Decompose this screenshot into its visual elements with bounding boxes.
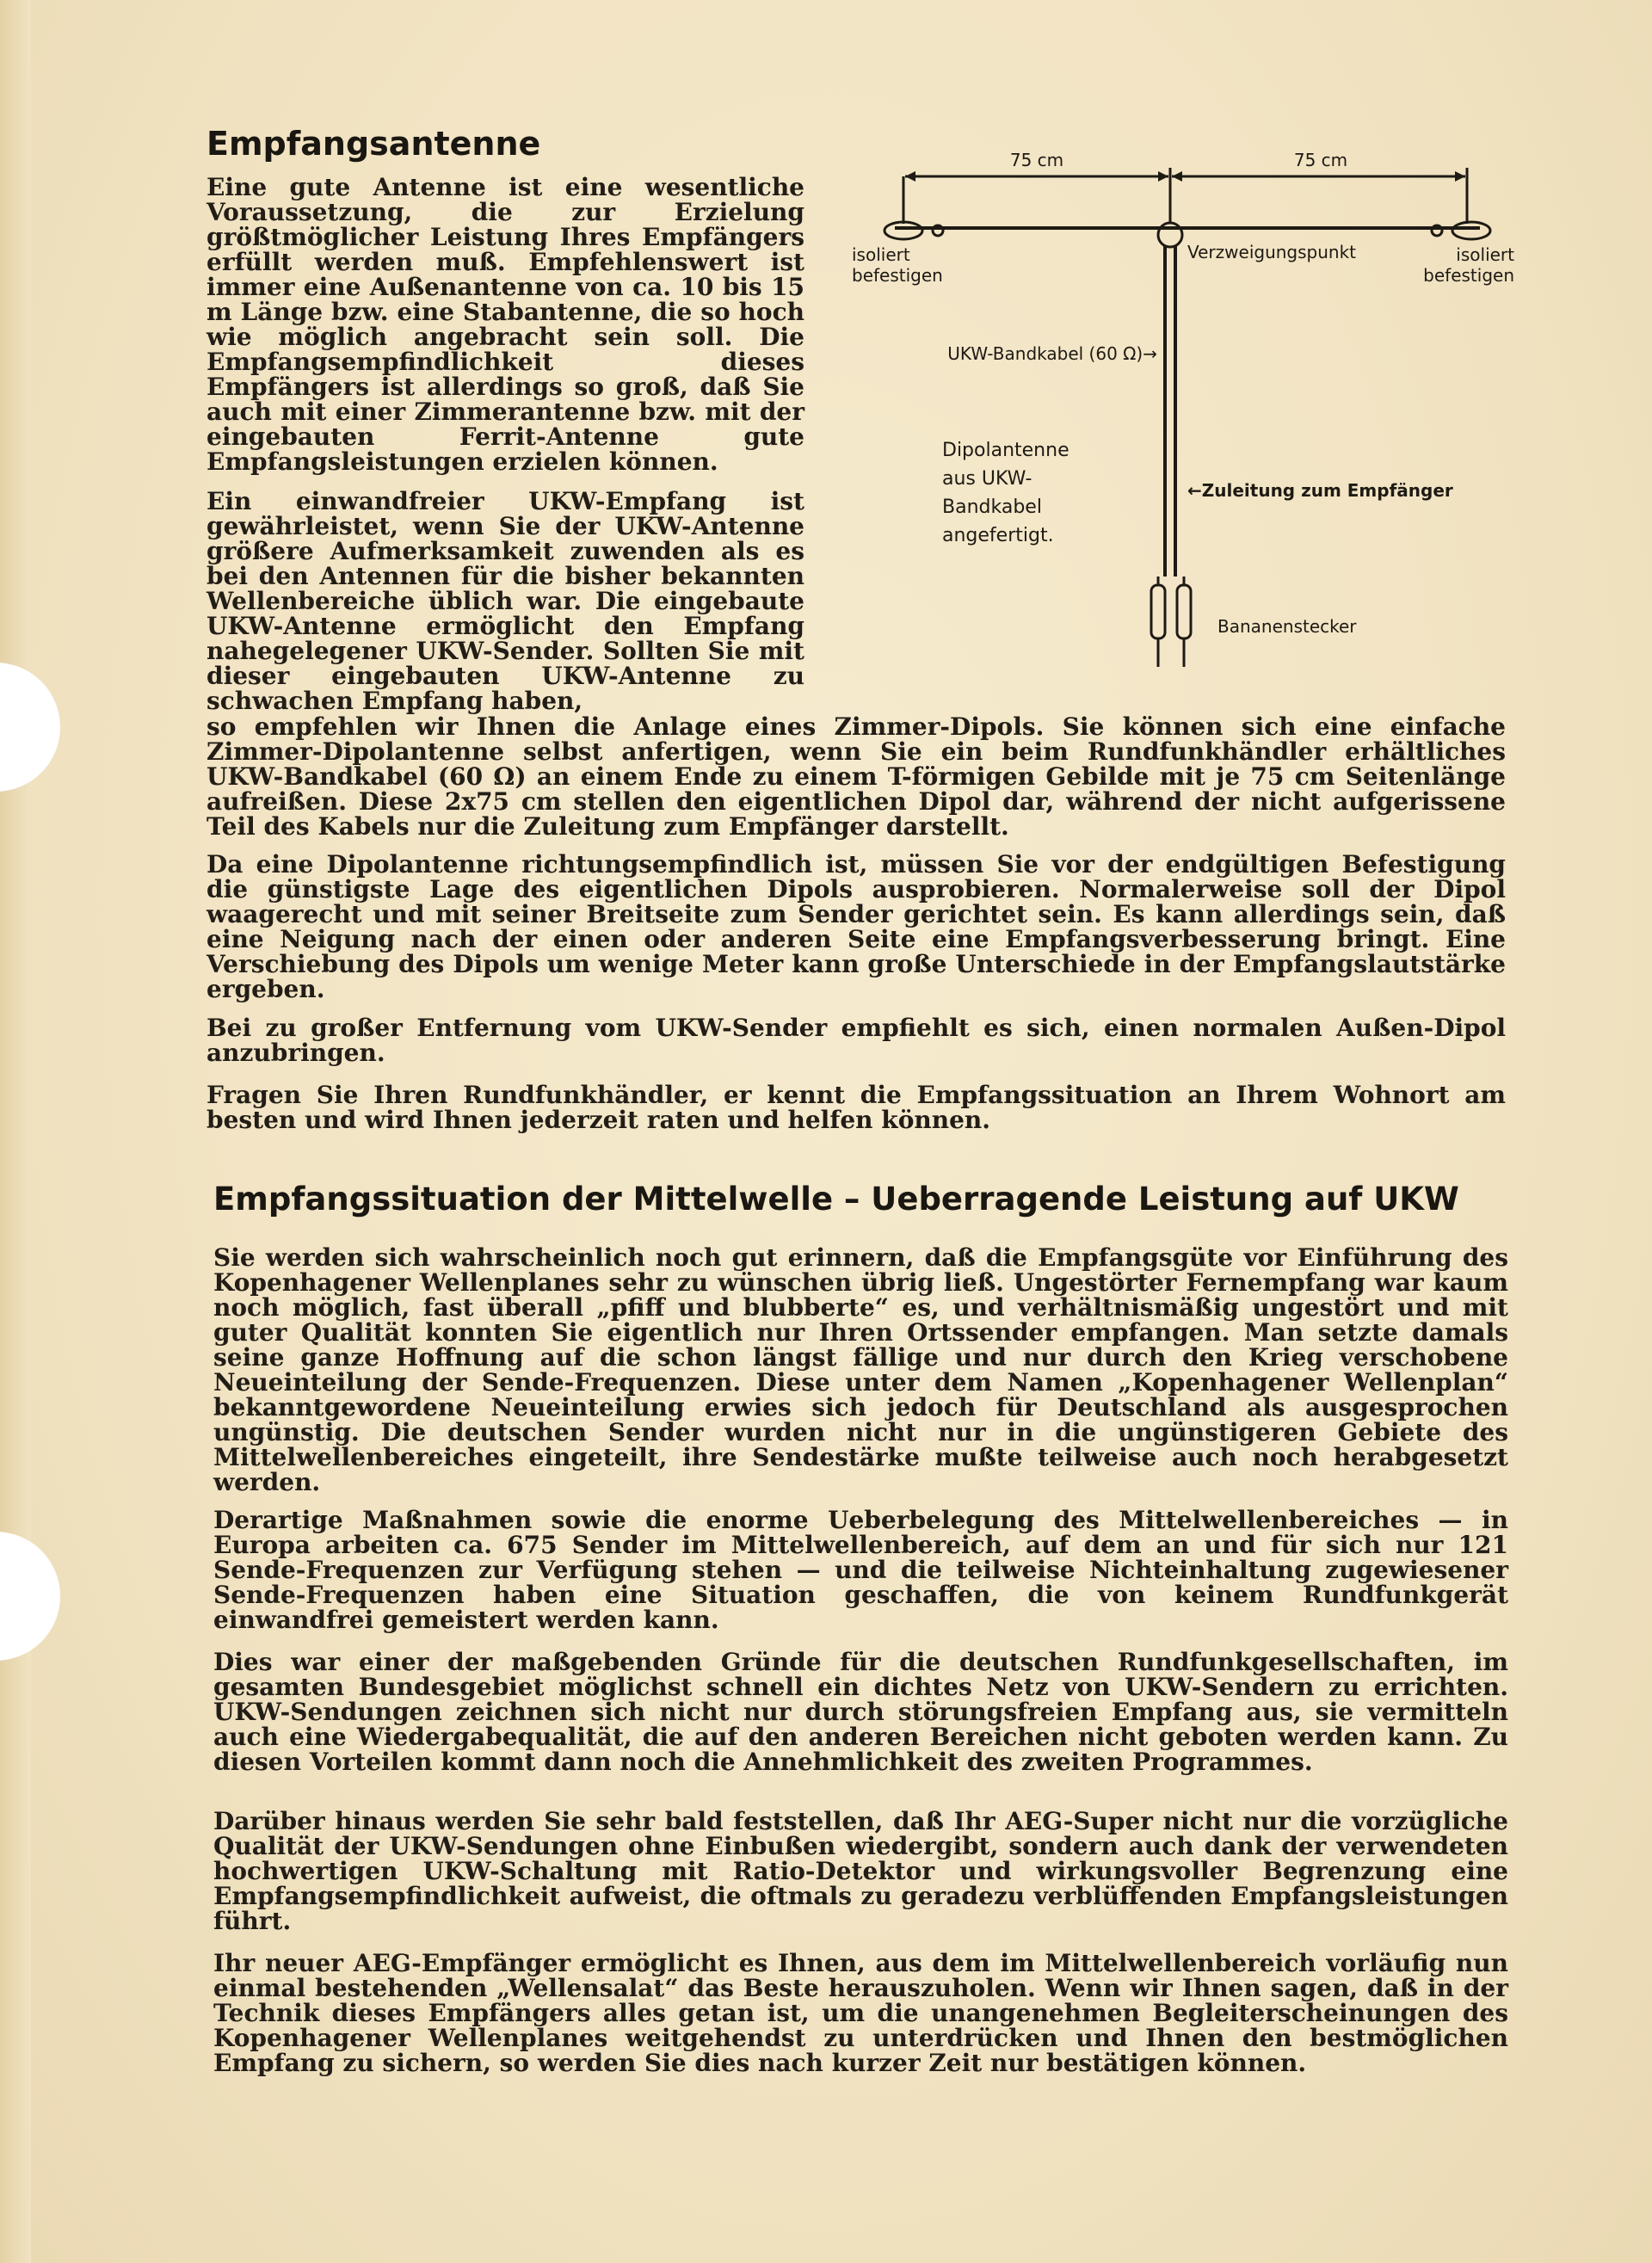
label-band-cable: UKW-Bandkabel (60 Ω)→ [947, 343, 1157, 364]
section-title-antenna: Empfangsantenne [206, 125, 541, 163]
insulator-left [885, 222, 922, 239]
dim-label-right: 75 cm [1293, 150, 1348, 170]
paper-edge [0, 0, 31, 2263]
label-dipole-2: aus UKW- [942, 468, 1032, 490]
paragraph-aussen-dipol: Bei zu großer Entfernung vom UKW-Sender empfiehlt es sich, einen normalen Außen-Dipol anzubringen. [206, 1014, 1506, 1067]
label-isoliert-right-1: isoliert [1456, 244, 1514, 265]
label-isoliert-right-2: befestigen [1423, 265, 1514, 286]
paragraph-aeg-super: Darüber hinaus werden Sie sehr bald feststellen, daß Ihr AEG-Super nicht nur die vorzügliche Qualität der UKW-Sendungen ohne Einbußen wiedergibt, sondern auch dank der verwendeten hochwertigen UKW-Schaltung mit Ratio-Detektor und wirkungsvoller Begrenzung eine Empfangsempfindlichkeit aufweist, die oftmals zu geradezu verblüffenden Empfangsleistungen führt. [213, 1807, 1508, 1935]
banana-plug-left [1151, 585, 1165, 638]
paragraph-zimmer-dipol: so empfehlen wir Ihnen die Anlage eines Zimmer-Dipols. Sie können sich eine einfache Zimmer-Dipolantenne selbst anfertigen, wenn Sie ein beim Rundfunkhändler erhältliches UKW-Bandkabel (60 Ω) an einem Ende zu einem T-förmigen Gebilde mit je 75 cm Seitenlänge aufreißen. Diese 2x75 cm stellen den eigentlichen Dipol dar, während der nicht aufgerissene Teil des Kabels nur die Zuleitung zum Empfänger darstellt. [206, 712, 1506, 841]
paragraph-ukw-reception: Ein einwandfreier UKW-Empfang ist gewährleistet, wenn Sie der UKW-Antenne größere Aufmerksamkeit zuwenden als es bei den Antennen für die bisher bekannten Wellenbereiche üblich war. Die eingebaute UKW-Antenne ermöglicht den Empfang nahegelegener UKW-Sender. Sollten Sie mit dieser eingebauten UKW-Antenne zu schwachen Empfang haben, [206, 487, 804, 715]
label-isoliert-left-1: isoliert [852, 244, 910, 265]
plug-necks [1158, 577, 1184, 585]
insulator-right [1452, 222, 1490, 239]
paragraph-dipol-direction: Da eine Dipolantenne richtungsempfindlich ist, müssen Sie vor der endgültigen Befestigung die günstigste Lage des eigentlichen Dipols ausprobieren. Normalerweise soll der Dipol waagerecht und mit seiner Breitseite zum Sender gerichtet sein. Es kann allerdings sein, daß eine Neigung nach der einen oder anderen Seite eine Empfangsverbesserung bringt. Eine Verschiebung des Dipols um wenige Meter kann große Unterschiede in der Empfangslautstärke ergeben. [206, 850, 1506, 1003]
paragraph-antenna-intro: Eine gute Antenne ist eine wesentliche Voraussetzung, die zur Erzielung größtmöglicher Leistung Ihres Empfängers erfüllt werden muß. Empfehlenswert ist immer eine Außenantenne von ca. 10 bis 15 m Länge bzw. eine Stabantenne, die so hoch wie möglich angebracht sein soll. Die Empfangsempfindlichkeit dieses Empfängers ist allerdings so groß, daß Sie auch mit einer Zimmerantenne bzw. mit der eingebauten Ferrit-Antenne gute Empfangsleistungen erzielen können. [206, 173, 804, 476]
label-feed-line: ←Zuleitung zum Empfänger [1187, 480, 1453, 501]
paragraph-haendler: Fragen Sie Ihren Rundfunkhändler, er kennt die Empfangssituation an Ihrem Wohnort am besten und wird Ihnen jederzeit raten und helfen können. [206, 1081, 1506, 1134]
paragraph-aeg-empfaenger: Ihr neuer AEG-Empfänger ermöglicht es Ihnen, aus dem im Mittelwellenbereich vorläufig nun einmal bestehenden „Wellensalat“ das Beste herauszuholen. Wenn wir Ihnen sagen, daß in der Technik dieses Empfängers alles getan ist, um die unangenehmen Begleiterscheinungen des Kopenhagener Wellenplanes weitgehendst zu unterdrücken und Ihnen den bestmöglichen Empfang zu sichern, so werden Sie dies nach kurzer Zeit nur bestätigen können. [213, 1949, 1508, 2077]
paragraph-ueberbelegung: Derartige Maßnahmen sowie die enorme Ueberbelegung des Mittelwellenbereiches — in Europa arbeiten ca. 675 Sender im Mittelwellenbereich, auf dem an und für sich nur 121 Sende-Frequenzen zur Verfügung stehen — und die teilweise Nichteinhaltung zugewiesener Sende-Frequenzen haben eine Situation geschaffen, die von keinem Rundfunkgerät einwandfrei gemeistert werden kann. [213, 1506, 1508, 1634]
banana-plug-right [1177, 585, 1191, 638]
dim-arrow-right-b [1455, 171, 1465, 182]
paragraph-kopenhagener-wellenplan: Sie werden sich wahrscheinlich noch gut erinnern, daß die Empfangsgüte vor Einführung des Kopenhagener Wellenplanes sehr zu wünschen übrig ließ. Ungestörter Fernempfang war kaum noch möglich, fast überall „pfiff und blubberte“ es, und verhältnismäßig ungestört und mit guter Qualität konnten Sie eigentlich nur Ihren Ortssender empfangen. Man setzte damals seine ganze Hoffnung auf die schon längst fällige und nur durch den Krieg verschobene Neueinteilung der Sende-Frequenzen. Diese unter dem Namen „Kopenhagener Wellenplan“ bekanntgewordene Neueinteilung erwies sich jedoch für Deutschland als ausgesprochen ungünstig. Die deutschen Sender wurden nicht nur in die ungünstigeren Gebiete des Mittelwellenbereiches eingeteilt, ihre Sendestärke mußte teilweise auch noch herabgesetzt werden. [213, 1243, 1508, 1496]
dim-arrow-left-b [1158, 171, 1168, 182]
label-branch-point: Verzweigungspunkt [1187, 242, 1357, 262]
label-banana-plugs: Bananenstecker [1217, 616, 1357, 637]
paragraph-ukw-netz: Dies war einer der maßgebenden Gründe für die deutschen Rundfunkgesellschaften, im gesamten Bundesgebiet möglichst schnell ein dichtes Netz von UKW-Sendern zu errichten. UKW-Sendungen zeichnen sich nicht nur durch störungsfreien Empfang aus, sie vermitteln auch eine Wiedergabequalität, die auf den anderen Bereichen nicht geboten werden kann. Zu diesen Vorteilen kommt dann noch die Annehmlichkeit des zweiten Programmes. [213, 1648, 1508, 1776]
dim-label-left: 75 cm [1009, 150, 1064, 170]
label-dipole-1: Dipolantenne [942, 440, 1069, 461]
label-dipole-4: angefertigt. [942, 525, 1054, 546]
label-isoliert-left-2: befestigen [852, 265, 943, 286]
label-dipole-3: Bandkabel [942, 496, 1042, 518]
dim-arrow-right-a [1172, 171, 1182, 182]
section-title-mittelwelle: Empfangssituation der Mittelwelle – Ueberragende Leistung auf UKW [213, 1181, 1459, 1218]
dipole-antenna-diagram [826, 142, 1523, 693]
dim-arrow-left-a [905, 171, 915, 182]
